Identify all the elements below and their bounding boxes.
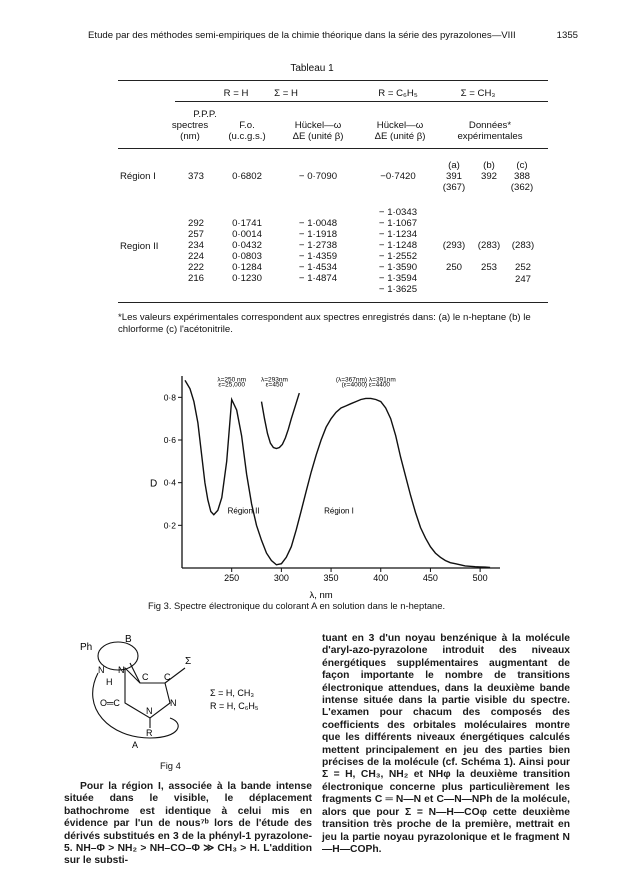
- region2-spectres: 224: [187, 251, 204, 262]
- x-tick-label: 450: [422, 573, 438, 583]
- table-footnote: *Les valeurs expérimentales correspondent aux spectres enregistrés dans: (a) le n-heptane (b) le chlorforme (c) l'acétonitrile.: [118, 312, 531, 335]
- ph-label: Ph: [80, 642, 93, 653]
- region2-huckel-h: − 1·4359: [298, 251, 338, 262]
- figure4-caption: Fig 4: [160, 760, 181, 771]
- region2-spectres: 222: [187, 262, 204, 273]
- region2-exp-b: (283) 253: [477, 240, 501, 274]
- right-paragraph: tuant en 3 d'un noyau benzénique à la molécule d'aryl-azo-pyrazolone introduit des niveaux énergétiques supplémentaires augmentant de façon importante le nombre de transitions électronique attendues, dans la deuxième bande intense située dans la partie visible du spectre. L'examen pour chacum des composés des coefficients des orbitales moléculaires montre que les différents niveaux énergétiques calculés mettent principalement en jeu des parties bien précises de la molécule (cf. Schéma 1). Ainsi pour Σ = H, CH₃, NH₂ et NHφ la deuxième transition électronique concerne plus particulièrement les fragments C ═ N—N et C—N—NPh de la molécule, alors que pour Σ = N—H—COφ cette deuxième transition très proche de la première, mettrait en jeu la partie noyau pyrazolonique et le fragment N—H—COPh.: [322, 633, 570, 855]
- chart-annotation: λ=293nm: [260, 376, 288, 384]
- chart-annotation: λ=250 nm: [217, 376, 247, 384]
- table-caption: Tableau 1: [290, 63, 334, 74]
- y-tick-label: 0·4: [163, 477, 176, 488]
- region1-exp-a: 391 (367): [442, 171, 466, 194]
- region2-huckel-ph: − 1·3594: [378, 273, 418, 284]
- region2-spectres: 257: [187, 229, 204, 240]
- figure4-structure: [70, 628, 310, 758]
- c-label-1: C: [142, 672, 149, 682]
- chart-annotation: (ε=4000) ε=4400: [341, 381, 391, 389]
- region1-exp-b: 392: [480, 171, 497, 182]
- x-tick-label: 250: [224, 573, 240, 583]
- region2-huckel-h-col: [290, 218, 346, 284]
- spectrum-chart: [140, 368, 520, 608]
- a-label: A: [132, 740, 139, 750]
- region2-spectres: 292: [187, 218, 204, 229]
- region2-huckel-ph: − 1·1234: [378, 229, 418, 240]
- region2-huckel-h: − 1·0048: [298, 218, 338, 229]
- n-label-3: N: [146, 706, 153, 716]
- region2-huckel-ph: − 1·1067: [378, 218, 418, 229]
- page-number: 1355: [556, 30, 578, 41]
- chart-annotation: Région I: [324, 506, 354, 516]
- r-label: R: [146, 728, 153, 738]
- region2-spectres-col: [176, 218, 216, 284]
- x-tick-label: 500: [472, 573, 488, 583]
- region2-huckel-ph-col: [370, 207, 426, 295]
- region2-fo: 0·0014: [232, 229, 262, 240]
- region2-huckel-ph: − 1·2552: [378, 251, 418, 262]
- group-header-r-ph: R = C₆H₅: [378, 88, 418, 99]
- region1-fo: 0·6802: [232, 171, 262, 182]
- x-axis-label: λ, nm: [309, 590, 333, 601]
- y-axis-label: D: [150, 478, 158, 490]
- col-header-spectres: spectres (nm): [171, 120, 209, 142]
- bond-azo: [130, 663, 140, 683]
- y-tick-label: 0·2: [163, 520, 176, 531]
- col-header-huckel-h: Hückel—ω ΔE (unité β): [292, 120, 344, 142]
- exp-sub-c: (c): [516, 160, 528, 171]
- col-header-huckel-ph: Hückel—ω ΔE (unité β): [374, 120, 426, 142]
- region2-exp-c: (283) 252 247: [511, 240, 535, 285]
- region1-huckel-h: − 0·7090: [298, 171, 338, 182]
- ppp-label: P.P.P.: [193, 109, 217, 120]
- region2-fo-col: [224, 218, 270, 284]
- x-tick-label: 350: [323, 573, 339, 583]
- exp-sub-b: (b): [483, 160, 495, 171]
- y-tick-label: 0·8: [163, 392, 176, 403]
- region2-spectres: 216: [187, 273, 204, 284]
- sigma-label: Σ: [185, 656, 192, 667]
- region2-huckel-h: − 1·2738: [298, 240, 338, 251]
- legend-sigma: Σ = H, CH₃: [210, 688, 254, 698]
- table-bottom-rule: [118, 302, 548, 303]
- region2-label: Region II: [120, 241, 159, 252]
- chart-annotation: (λ=367nm) λ=391nm: [335, 376, 396, 384]
- region2-fo: 0·0432: [232, 240, 262, 251]
- region1-exp-c: 388 (362): [510, 171, 534, 194]
- region2-fo: 0·1741: [232, 218, 262, 229]
- table-header-rule: [118, 148, 548, 149]
- region1-label: Région I: [120, 171, 156, 182]
- legend-r: R = H, C₆H₅: [210, 701, 259, 711]
- region2-fo: 0·1230: [232, 273, 262, 284]
- x-tick-label: 400: [373, 573, 389, 583]
- h-label: H: [106, 677, 113, 687]
- running-title: Etude par des méthodes semi-empiriques de la chimie théorique dans la série des pyrazolones—VIII: [88, 30, 516, 41]
- table-group-rule: [175, 101, 548, 102]
- region1-spectres: 373: [187, 171, 204, 182]
- running-header: [88, 30, 578, 41]
- figure3-caption: Fig 3. Spectre électronique du colorant A en solution dans le n-heptane.: [148, 600, 446, 611]
- region2-spectres: 234: [187, 240, 204, 251]
- y-tick-label: 0·6: [163, 435, 176, 445]
- col-header-exp: Données* expérimentales: [457, 120, 523, 142]
- chart-annotation: ε=450: [265, 381, 284, 389]
- group-header-sigma-ch3: Σ = CH₃: [460, 88, 496, 99]
- x-tick-label: 300: [273, 573, 289, 583]
- region2-huckel-h: − 1·1918: [298, 229, 338, 240]
- group-header-sigma-h: Σ = H: [274, 88, 298, 99]
- chart-series: [185, 380, 490, 567]
- b-label: B: [125, 634, 132, 645]
- region1-huckel-ph: −0·7420: [380, 171, 416, 182]
- exp-sub-a: (a): [448, 160, 460, 171]
- c-label-2: C: [164, 672, 171, 682]
- left-paragraph: Pour la région I, associée à la bande intense située dans le visible, le déplacement bathochrome est identique à celui mis en évidence par l'un de nous⁷ᵇ lors de l'étude des dérivés substitués en 3 de la phényl-1 pyrazolone-5. NH–Φ > NH₂ > NH–CO–Φ ≫ CH₃ > H. L'addition sur le substi-: [64, 781, 312, 867]
- region2-huckel-h: − 1·4534: [298, 262, 338, 273]
- region2-huckel-ph: − 1·3625: [378, 284, 418, 295]
- n-label-4: N: [170, 698, 177, 708]
- chart-annotations: [217, 376, 396, 515]
- oc-label: O═C: [100, 698, 120, 708]
- chart-annotation: Région II: [227, 506, 260, 516]
- region2-fo: 0·0803: [232, 251, 262, 262]
- series-line-1: [262, 393, 300, 448]
- region2-huckel-ph: − 1·3590: [378, 262, 418, 273]
- chart-axes: [150, 376, 500, 601]
- series-line-0: [185, 380, 490, 567]
- region2-huckel-h: − 1·4874: [298, 273, 338, 284]
- region2-huckel-ph: − 1·0343: [378, 207, 418, 218]
- region2-fo: 0·1284: [232, 262, 262, 273]
- n-label-2: N: [118, 665, 125, 675]
- group-header-r-h: R = H: [223, 88, 249, 99]
- n-label-1: N: [98, 665, 105, 675]
- col-header-fo: F.o. (u.c.g.s.): [228, 120, 266, 142]
- table-top-rule: [118, 80, 548, 81]
- region2-exp-a: (293) 250: [442, 240, 466, 274]
- region2-huckel-ph: − 1·1248: [378, 240, 418, 251]
- chart-annotation: ε=25,000: [218, 381, 245, 389]
